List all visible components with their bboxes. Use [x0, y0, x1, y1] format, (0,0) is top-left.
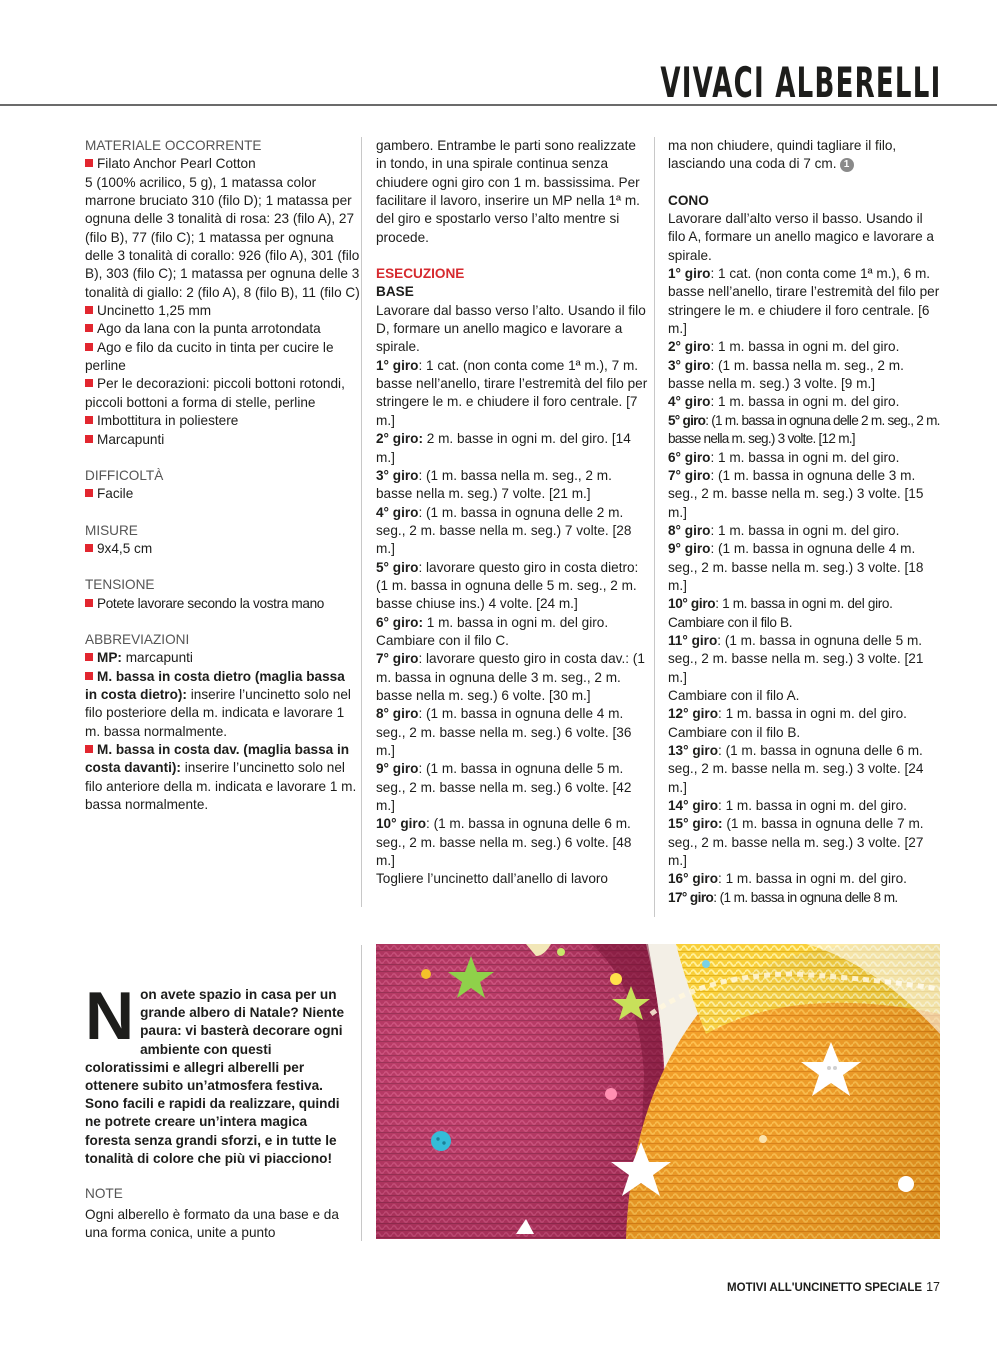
- round-step: 1° giro: 1 cat. (non conta come 1ª m.), 6 m. basse nell’anello, tirare l’estremità del filo per stringere le m. e chiudere il foro centrale. [6 m.]: [668, 266, 940, 337]
- bullet-square-icon: [85, 306, 93, 314]
- bullet-square-icon: [85, 343, 93, 351]
- materials-item: Marcapunti: [85, 431, 360, 449]
- materials-item: Filato Anchor Pearl Cotton: [85, 155, 360, 173]
- materials-heading: MATERIALE OCCORRENTE: [85, 138, 262, 153]
- color-change: Cambiare con il filo A.: [668, 687, 800, 703]
- column-divider: [361, 945, 362, 1241]
- execution-heading: ESECUZIONE: [376, 266, 465, 282]
- column-divider: [654, 137, 655, 917]
- step-number-badge: 1: [840, 158, 854, 172]
- cone-column: [668, 137, 943, 907]
- tension-value: Potete lavorare secondo la vostra mano: [85, 595, 360, 613]
- abbreviation-item: M. bassa in costa dietro (maglia bassa in costa dietro): inserire l’uncinetto solo nel filo posteriore della m. indicata e lavorare 1 m. bassa normalmente.: [85, 668, 351, 739]
- round-step: 3° giro: (1 m. bassa nella m. seg., 2 m. basse nella m. seg.) 3 volte. [9 m.]: [668, 357, 904, 392]
- column-divider: [361, 137, 362, 907]
- round-step: 6° giro: 1 m. bassa in ogni m. del giro. Cambiare con il filo C.: [376, 614, 609, 648]
- round-step: 5° giro: (1 m. bassa in ognuna delle 2 m. seg., 2 m. basse nella m. seg.) 3 volte. [12 m.]: [668, 412, 940, 447]
- materials-item: Per le decorazioni: piccoli bottoni rotondi, piccoli bottoni a forma di stelle, perline: [85, 376, 345, 410]
- round-step: 10° giro: 1 m. bassa in ogni m. del giro. Cambiare con il filo B.: [668, 596, 893, 630]
- round-step: 11° giro: (1 m. bassa in ognuna delle 5 m. seg., 2 m. basse nella m. seg.) 3 volte. [21 m.]: [668, 632, 924, 685]
- base-end: Togliere l’uncinetto dall’anello di lavoro: [376, 871, 608, 887]
- materials-item: Ago e filo da cucito in tinta per cucire le perline: [85, 339, 334, 374]
- cone-intro: Lavorare dall’alto verso il basso. Usando il filo A, formare un anello magico e lavorare a spirale.: [668, 211, 934, 263]
- cone-heading: CONO: [668, 192, 709, 208]
- round-step: 6° giro: 1 m. bassa in ogni m. del giro.: [668, 449, 900, 465]
- round-step: 7° giro: lavorare questo giro in costa dav.: (1 m. bassa in ognuna delle 3 m. seg., 2 m. basse nella m. seg.) 6 volte. [30 m.]: [376, 651, 645, 703]
- round-step: 15° giro: (1 m. bassa in ognuna delle 7 m. seg., 2 m. basse nella m. seg.) 3 volte. [27 m.]: [668, 816, 924, 869]
- round-step: 1° giro: 1 cat. (non conta come 1ª m.), 7 m. basse nell’anello, tirare l’estremità del filo per stringere le m. e chiudere il foro centrale. [7 m.]: [376, 357, 648, 428]
- page-footer: [727, 1280, 940, 1294]
- bullet-square-icon: [85, 379, 93, 387]
- magazine-name: MOTIVI ALL'UNCINETTO SPECIALE: [727, 1282, 923, 1294]
- measures-heading: MISURE: [85, 522, 138, 538]
- round-step: 16° giro: 1 m. bassa in ogni m. del giro.: [668, 871, 907, 887]
- abbreviation-item: MP: marcapunti: [85, 649, 360, 667]
- round-step: 3° giro: (1 m. bassa nella m. seg., 2 m. basse nella m. seg.) 7 volte. [21 m.]: [376, 467, 612, 502]
- base-intro: Lavorare dal basso verso l’alto. Usando il filo D, formare un anello magico e lavorare a spirale.: [376, 302, 646, 355]
- materials-item: Imbottitura in poliestere: [85, 412, 360, 430]
- crochet-trees-photo: [376, 944, 940, 1239]
- round-step: 9° giro: (1 m. bassa in ognuna delle 4 m. seg., 2 m. basse nella m. seg.) 3 volte. [18 m.]: [668, 541, 924, 593]
- materials-item: Uncinetto 1,25 mm: [85, 302, 360, 320]
- continuation-paragraph: ma non chiudere, quindi tagliare il filo, lasciando una coda di 7 cm. 1: [668, 138, 897, 172]
- round-step: 2° giro: 1 m. bassa in ogni m. del giro.: [668, 339, 900, 355]
- round-step: 13° giro: (1 m. bassa in ognuna delle 6 m. seg., 2 m. basse nella m. seg.) 3 volte. [24 m.]: [668, 743, 924, 795]
- intro-text: on avete spazio in casa per un grande albero di Natale? Niente paura: vi basterà decorare ogni ambiente con questi coloratissimi e allegri alberelli per ottenere subito un’atmosfera festiva. Sono facili e rapidi da realizzare, quindi ne potrete creare un’intera magica foresta senza grandi sforzi, e in tutte le tonalità di colore che più vi piacciono!: [85, 987, 345, 1166]
- notes-text: Ogni alberello è formato da una base e da una forma conica, unite a punto: [85, 1207, 339, 1241]
- bullet-square-icon: [85, 159, 93, 167]
- round-step: 4° giro: (1 m. bassa in ognuna delle 2 m. seg., 2 m. basse nella m. seg.) 7 volte. [28 m.]: [376, 504, 632, 557]
- measures-value: 9x4,5 cm: [85, 540, 360, 558]
- round-step: 10° giro: (1 m. bassa in ognuna delle 6 m. seg., 2 m. basse nella m. seg.) 6 volte. [48 m.]: [376, 816, 632, 869]
- materials-item-detail: 5 (100% acrilico, 5 g), 1 matassa color marrone bruciato 310 (filo D); 1 matassa per ognuna delle 3 tonalità di rosa: 23 (filo A), 27 (filo B), 77 (filo C); 1 matassa per ognuna delle 3 tonalità di corallo: 926 (filo A), 301 (filo B), 303 (filo C); 1 matassa per ognuna delle 3 tonalità di giallo: 2 (filo A), 8 (filo B), 11 (filo C): [85, 174, 360, 300]
- materials-column: [85, 137, 360, 814]
- bullet-square-icon: [85, 324, 93, 332]
- page-number: 17: [926, 1280, 940, 1294]
- intro-paragraph: gambero. Entrambe le parti sono realizzate in tondo, in una spirale continua senza chiudere ogni giro con 1 m. bassissima. Per facilitare il lavoro, inserire un MP nella 1ª m. del giro e spostarlo verso l’alto mentre si procede.: [376, 138, 640, 245]
- round-step: 12° giro: 1 m. bassa in ogni m. del giro. Cambiare con il filo B.: [668, 706, 907, 740]
- bullet-square-icon: [85, 544, 93, 552]
- bullet-square-icon: [85, 745, 93, 753]
- round-step: 4° giro: 1 m. bassa in ogni m. del giro.: [668, 394, 900, 410]
- bullet-square-icon: [85, 416, 93, 424]
- bullet-square-icon: [85, 599, 93, 607]
- round-step: 7° giro: (1 m. bassa in ognuna delle 3 m. seg., 2 m. basse nella m. seg.) 3 volte. [15 m.]: [668, 467, 924, 520]
- tension-heading: TENSIONE: [85, 577, 155, 593]
- bullet-square-icon: [85, 435, 93, 443]
- page-title: VIVACI ALBERELLI: [660, 58, 942, 107]
- round-step: 5° giro: lavorare questo giro in costa dietro: (1 m. bassa in ognuna delle 5 m. seg., 2 m. basse chiuse ins.) 4 volte. [24 m.]: [376, 559, 639, 612]
- notes-heading: NOTE: [85, 1186, 123, 1201]
- execution-column: [376, 137, 648, 889]
- round-step: 14° giro: 1 m. bassa in ogni m. del giro.: [668, 798, 907, 814]
- drop-cap: N: [85, 978, 135, 1054]
- round-step: 17° giro: (1 m. bassa in ognuna delle 8 m.: [668, 889, 898, 905]
- materials-item: Ago da lana con la punta arrotondata: [85, 320, 360, 338]
- difficulty-heading: DIFFICOLTÀ: [85, 467, 164, 483]
- abbreviations-heading: ABBREVIAZIONI: [85, 631, 190, 647]
- bullet-square-icon: [85, 653, 93, 661]
- round-step: 8° giro: (1 m. bassa in ognuna delle 4 m. seg., 2 m. basse nella m. seg.) 6 volte. [36 m.]: [376, 706, 632, 758]
- base-heading: BASE: [376, 284, 414, 300]
- round-step: 8° giro: 1 m. bassa in ogni m. del giro.: [668, 522, 900, 538]
- abbreviation-item: M. bassa in costa dav. (maglia bassa in costa davanti): inserire l’uncinetto solo nel filo anteriore della m. indicata e lavorare 1 m. bassa normalmente.: [85, 741, 357, 812]
- photo-illustration: [376, 944, 940, 1239]
- title-rule: [0, 104, 997, 106]
- round-step: 9° giro: (1 m. bassa in ognuna delle 5 m. seg., 2 m. basse nella m. seg.) 6 volte. [42 m.]: [376, 761, 632, 814]
- round-step: 2° giro: 2 m. basse in ogni m. del giro. [14 m.]: [376, 431, 631, 465]
- difficulty-value: Facile: [85, 485, 360, 503]
- intro-block: [85, 978, 347, 1168]
- bullet-square-icon: [85, 489, 93, 497]
- bullet-square-icon: [85, 672, 93, 680]
